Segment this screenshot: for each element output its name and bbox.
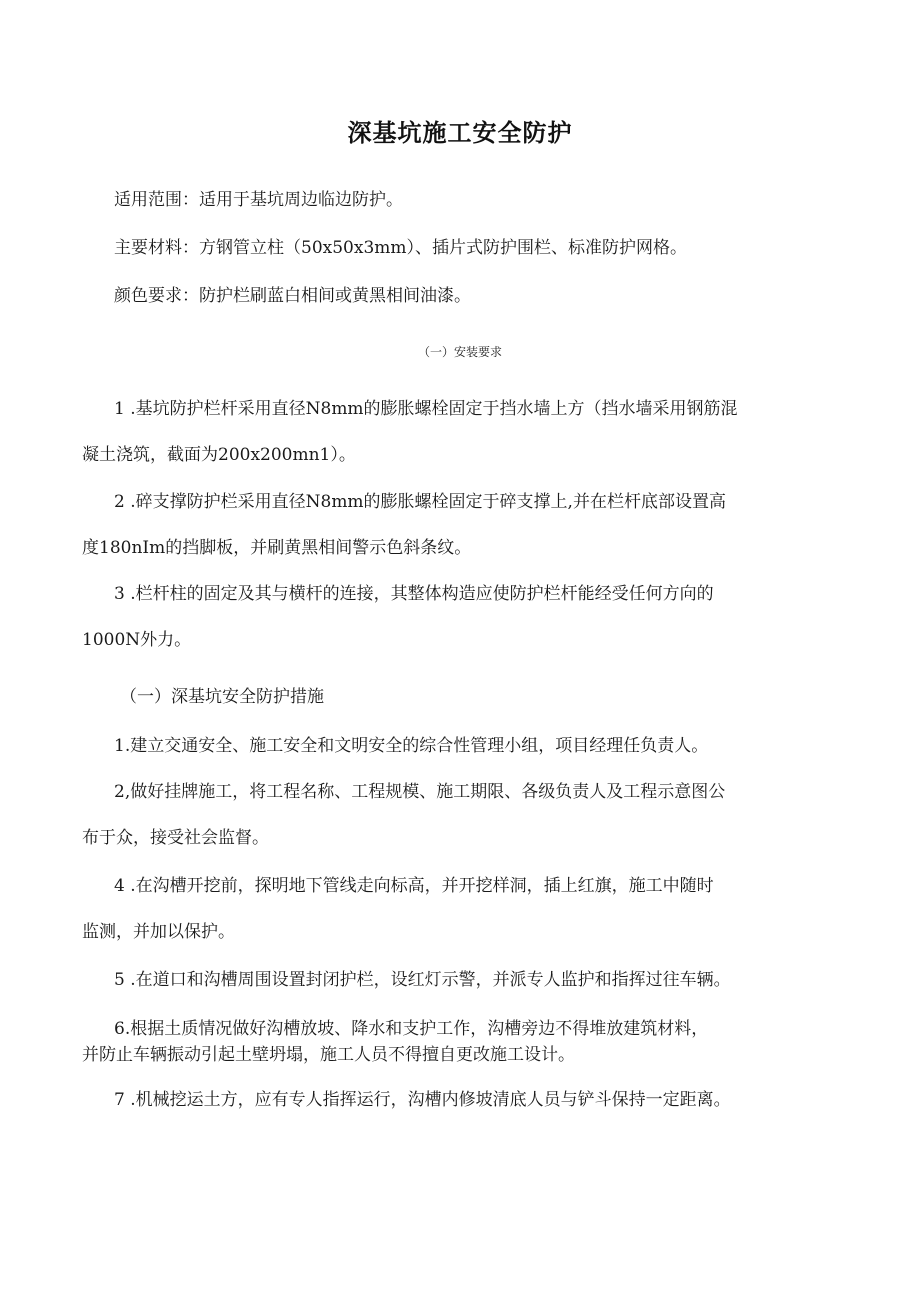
install-item-2-line-1: 2 .碎支撑防护栏采用直径N8mm的膨胀螺栓固定于碎支撑上,并在栏杆底部设置高: [114, 492, 726, 512]
scope-line: 适用范围：适用于基坑周边临边防护。: [114, 190, 403, 210]
measure-item-4-line-2: 监测，并加以保护。: [82, 922, 235, 942]
color-line: 颜色要求：防护栏刷蓝白相间或黄黑相间油漆。: [114, 286, 471, 306]
section-heading-measures: （一）深基坑安全防护措施: [120, 687, 324, 707]
install-item-3-line-2: 1000N外力。: [82, 630, 192, 650]
measure-item-5-line-1: 5 .在道口和沟槽周围设置封闭护栏，设红灯示警，并派专人监护和指挥过往车辆。: [114, 970, 731, 990]
install-item-1-line-1: 1 .基坑防护栏杆采用直径N8mm的膨胀螺栓固定于挡水墙上方（挡水墙采用钢筋混: [114, 399, 738, 419]
measure-item-1-line-1: 1.建立交通安全、施工安全和文明安全的综合性管理小组，项目经理任负责人。: [114, 736, 709, 756]
measure-item-6-line-2: 并防止车辆振动引起土壁坍塌，施工人员不得擅自更改施工设计。: [82, 1045, 575, 1065]
install-item-2-line-2: 度180nIm的挡脚板，并刷黄黑相间警示色斜条纹。: [82, 538, 472, 558]
install-item-3-line-1: 3 .栏杆柱的固定及其与横杆的连接，其整体构造应使防护栏杆能经受任何方向的: [114, 584, 714, 604]
materials-line: 主要材料：方钢管立柱（50x50x3mm）、插片式防护围栏、标准防护网格。: [114, 238, 687, 258]
document-title: 深基坑施工安全防护: [347, 119, 573, 147]
measure-item-2-line-2: 布于众，接受社会监督。: [82, 828, 269, 848]
measure-item-6-line-1: 6.根据土质情况做好沟槽放坡、降水和支护工作，沟槽旁边不得堆放建筑材料，: [114, 1019, 709, 1039]
section-heading-install: （一）安装要求: [417, 345, 502, 359]
measure-item-7-line-1: 7 .机械挖运土方，应有专人指挥运行，沟槽内修坡清底人员与铲斗保持一定距离。: [114, 1090, 731, 1110]
measure-item-2-line-1: 2,做好挂牌施工，将工程名称、工程规模、施工期限、各级负责人及工程示意图公: [114, 782, 726, 802]
measure-item-4-line-1: 4 .在沟槽开挖前，探明地下管线走向标高，并开挖样洞，插上红旗，施工中随时: [114, 876, 714, 896]
install-item-1-line-2: 凝土浇筑，截面为200x200mn1）。: [82, 445, 356, 465]
